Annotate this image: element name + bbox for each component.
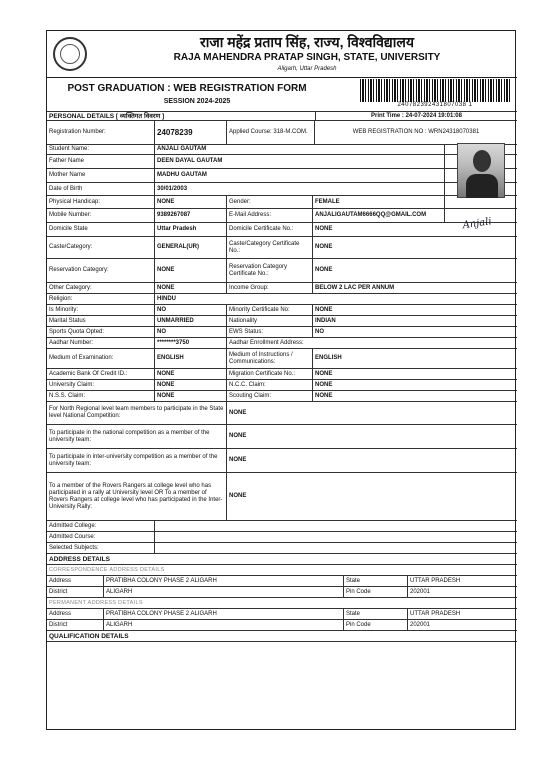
dob-value: 30/01/2003 (154, 183, 444, 195)
father-name-label: Father Name (49, 158, 85, 164)
university-claim-label: University Claim: (49, 381, 95, 388)
answer-national: NONE (226, 425, 517, 448)
personal-section-label: PERSONAL DETAILS [ व्यक्तिगत विवरण ] (49, 112, 165, 120)
religion-label: Religion: (49, 295, 73, 302)
corr-pin-label: Pin Code (343, 587, 407, 597)
email-value: ANJALIGAUTAM6666QQ@GMAIL.COM (312, 209, 444, 222)
scouting-value: NONE (312, 391, 517, 401)
mother-name-value: MADHU GAUTAM (154, 169, 444, 182)
admitted-college-label: Admitted College: (49, 522, 97, 529)
father-name-value: DEEN DAYAL GAUTAM (154, 155, 444, 168)
sports-value: NO (154, 327, 226, 337)
correspondence-label: CORRESPONDENCE ADDRESS DETAILS (49, 566, 165, 573)
aadhar-enroll-label: Aadhar Enrollment Address: (226, 338, 517, 348)
qualification-section-label: QUALIFICATION DETAILS (49, 632, 129, 640)
minority-cert-label: Minority Certificate No: (226, 305, 312, 315)
question-rovers-rangers: To a member of the Rovers Rangers at college level who has participated in a rally at University level OR To a member of Rovers Rangers at college level who has participated in the Inter-University Rally: (49, 482, 223, 510)
corr-address-value: PRATIBHA COLONY PHASE 2 ALIGARH (103, 576, 343, 586)
selected-subjects-label: Selected Subjects: (49, 544, 99, 551)
web-registration-number: WEB REGISTRATION NO : WRN24318070381 (314, 121, 517, 144)
nss-value: NONE (154, 391, 226, 401)
address-section-label: ADDRESS DETAILS (49, 555, 110, 563)
gender-value: FEMALE (312, 196, 444, 208)
minority-label: Is Minority: (49, 306, 79, 313)
caste-label: Caste/Category: (49, 244, 93, 250)
income-label: Income Group: (226, 283, 312, 293)
permanent-label: PERMANENT ADDRESS DETAILS (49, 599, 143, 606)
corr-address-label: Address (49, 577, 72, 584)
sports-label: Sports Quota Opted: (49, 328, 105, 335)
perm-district-value: ALIGARH (103, 620, 343, 630)
reservation-cert-value: NONE (312, 259, 517, 282)
scouting-label: Scouting Claim: (226, 391, 312, 401)
perm-pin-value: 202001 (407, 620, 517, 630)
aadhar-value: ********3750 (154, 338, 226, 348)
barcode-number: 240782392431807038 1 (397, 102, 473, 108)
perm-district-label: District (49, 621, 68, 628)
perm-address-value: PRATIBHA COLONY PHASE 2 ALIGARH (103, 609, 343, 619)
perm-state-label: State (343, 609, 407, 619)
ncc-value: NONE (312, 380, 517, 390)
corr-district-label: District (49, 588, 68, 595)
other-category-value: NONE (154, 283, 226, 293)
nss-label: N.S.S. Claim: (49, 392, 86, 399)
migration-label: Migration Certificate No.: (226, 369, 312, 379)
registration-form-page (46, 30, 516, 730)
other-category-label: Other Category: (49, 284, 92, 291)
university-location: Aligarh, Uttar Pradesh (277, 66, 337, 72)
abc-value: NONE (154, 369, 226, 379)
answer-inter-university: NONE (226, 449, 517, 472)
caste-value: GENERAL(UR) (154, 237, 226, 258)
medium-instr-value: ENGLISH (312, 349, 517, 368)
corr-district-value: ALIGARH (103, 587, 343, 597)
nationality-label: Nationality (226, 316, 312, 326)
student-photo (457, 143, 505, 198)
question-inter-university: To participate in inter-university competition as a member of the university team: (49, 453, 218, 467)
university-seal-icon (53, 37, 87, 71)
perm-address-label: Address (49, 610, 72, 617)
applied-course: Applied Course: 318-M.COM. (226, 121, 314, 144)
aadhar-label: Aadhar Number: (49, 339, 94, 346)
ews-label: EWS Status: (226, 327, 312, 337)
marital-label: Marital Status (49, 317, 86, 324)
perm-pin-label: Pin Code (343, 620, 407, 630)
university-name-hindi: राजा महेंद्र प्रताप सिंह, राज्य, विश्वविद्यालय (200, 34, 414, 50)
selected-subjects-value (154, 543, 517, 553)
minority-value: NO (154, 305, 226, 315)
dob-label: Date of Birth (49, 185, 83, 192)
marital-value: UNMARRIED (154, 316, 226, 326)
domicile-label: Domicile State (49, 226, 88, 232)
mobile-label: Mobile Number: (49, 212, 92, 218)
form-title: POST GRADUATION : WEB REGISTRATION FORM (67, 83, 307, 94)
abc-label: Academic Bank Of Credit ID.: (49, 370, 128, 377)
student-name-value: ANJALI GAUTAM (154, 145, 444, 154)
mother-name-label: Mother Name (49, 172, 86, 178)
mobile-value: 9389267087 (154, 209, 226, 222)
university-claim-value: NONE (154, 380, 226, 390)
reservation-value: NONE (154, 259, 226, 282)
barcode-icon (360, 79, 510, 102)
religion-value: HINDU (154, 294, 517, 304)
corr-state-value: UTTAR PRADESH (407, 576, 517, 586)
migration-value: NONE (312, 369, 517, 379)
student-name-label: Student Name: (49, 146, 90, 152)
reservation-label: Reservation Category: (49, 267, 109, 273)
admitted-course-value (154, 532, 517, 542)
question-national: To participate in the national competition as a member of the university team: (49, 429, 210, 443)
registration-value: 24078239 (154, 121, 226, 144)
gender-label: Gender: (226, 196, 312, 208)
answer-state-level: NONE (226, 402, 517, 424)
ncc-label: N.C.C. Claim: (226, 380, 312, 390)
minority-cert-value: NONE (312, 305, 517, 315)
session-label: SESSION 2024-2025 (163, 98, 231, 105)
medium-exam-value: ENGLISH (154, 349, 226, 368)
ews-value: NO (312, 327, 517, 337)
answer-rovers-rangers: NONE (226, 473, 517, 520)
email-label: E-Mail Address: (226, 209, 312, 222)
university-name-english: RAJA MAHENDRA PRATAP SINGH, STATE, UNIVERSITY (173, 52, 441, 63)
reservation-cert-label: Reservation Category Certificate No.: (226, 259, 312, 282)
corr-state-label: State (343, 576, 407, 586)
admitted-college-value (154, 521, 517, 531)
caste-cert-value: NONE (312, 237, 517, 258)
perm-state-value: UTTAR PRADESH (407, 609, 517, 619)
admitted-course-label: Admitted Course: (49, 533, 96, 540)
handicap-value: NONE (154, 196, 226, 208)
registration-label: Registration Number: (49, 129, 106, 135)
handicap-label: Physical Handicap: (49, 198, 101, 205)
medium-instr-label: Medium of Instructions / Communications: (226, 349, 312, 368)
domicile-value: Uttar Pradesh (154, 223, 226, 236)
medium-exam-label: Medium of Examination: (49, 355, 114, 361)
caste-cert-label: Caste/Category Certificate No.: (226, 237, 312, 258)
domicile-cert-value: NONE (312, 223, 517, 236)
question-state-level: For North Regional level team members to participate in the State level National Competition: (49, 406, 224, 419)
student-signature: Anjali (461, 216, 493, 232)
corr-pin-value: 202001 (407, 587, 517, 597)
domicile-cert-label: Domicile Certificate No.: (226, 223, 312, 236)
print-time: Print Time : 24-07-2024 19:01:08 (315, 112, 517, 120)
nationality-value: INDIAN (312, 316, 517, 326)
income-value: BELOW 2 LAC PER ANNUM (312, 283, 517, 293)
university-header (47, 31, 517, 78)
